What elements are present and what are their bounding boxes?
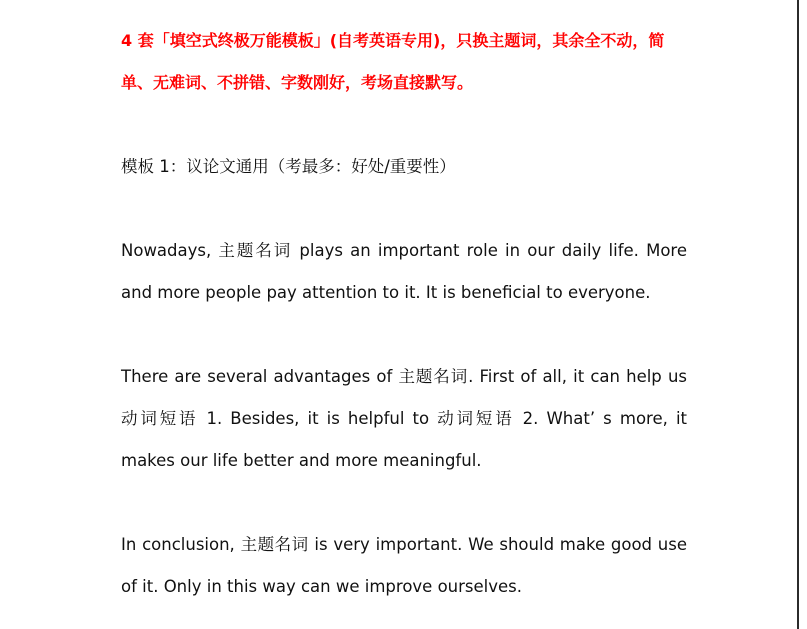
page-edge-divider — [797, 0, 799, 629]
spacer — [121, 482, 687, 524]
paragraph-intro: Nowadays, 主题名词 plays an important role in our daily life. More and more people pay attention to it. It is beneficial to everyone. — [121, 241, 687, 302]
document-content — [121, 20, 687, 608]
paragraph-conclusion: In conclusion, 主题名词 is very important. We should make good use of it. Only in this way can we improve ourselves. — [121, 535, 687, 596]
red-headline: 4 套「填空式终极万能模板」(自考英语专用)，只换主题词，其余全不动，简单、无难词、不拼错、字数刚好，考场直接默写。 — [121, 31, 665, 92]
paragraph-advantages: There are several advantages of 主题名词. First of all, it can help us 动词短语 1. Besides, it is helpful to 动词短语 2. What’ s more, it makes our life better and more meaningful. — [121, 367, 687, 470]
spacer — [121, 314, 687, 356]
template-title: 模板 1：议论文通用（考最多：好处/重要性） — [121, 157, 456, 176]
spacer — [121, 188, 687, 230]
